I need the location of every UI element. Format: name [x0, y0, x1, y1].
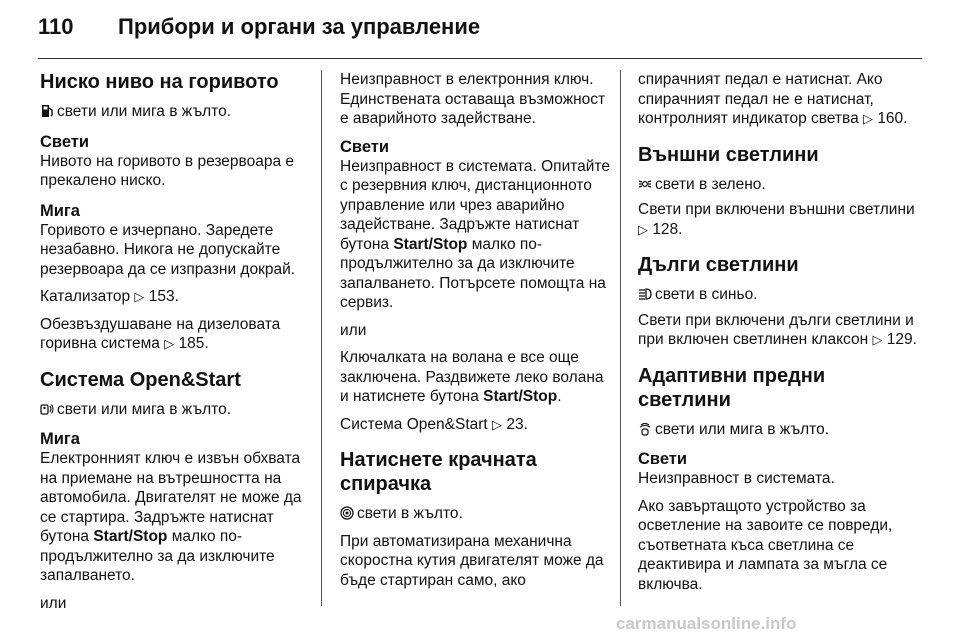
high-beam-icon	[638, 287, 652, 301]
heading-blink-2: Мига	[40, 430, 80, 448]
high-intro-text: свети в синьо.	[655, 286, 758, 303]
blink2-part-a: Електронният ключ е извън обхвата на приемане на вътрешността на автомобила. Двигателят не може да се стартира. Задръжте натиснат бутона	[40, 450, 302, 545]
ext-intro-text: свети в зелено.	[655, 175, 766, 193]
blink2-text	[40, 449, 312, 586]
high-intro	[638, 285, 922, 305]
heading-exterior-lights: Външни светлини	[638, 143, 819, 166]
or-1: или	[40, 594, 67, 612]
key-signal-icon	[40, 402, 54, 416]
reference-arrow-icon: ▷	[638, 221, 648, 237]
catalyst-ref	[40, 287, 312, 307]
page-number: 110	[38, 14, 74, 39]
fuel-pump-icon	[40, 104, 54, 118]
ext-text	[638, 200, 922, 239]
page-header	[38, 14, 922, 54]
diesel-ref	[40, 315, 312, 354]
catalyst-text: Катализатор	[40, 288, 131, 305]
heading-on-2: Свети	[340, 137, 390, 156]
ext-body: Свети при включени външни светлини	[638, 201, 915, 218]
blink2-part-b: малко по-продължително за да изключите запалването.	[40, 528, 275, 584]
open-start-text: Система Open&Start	[340, 415, 488, 433]
column-divider-2	[620, 70, 621, 606]
high-body: Свети при включени дълги светлини и при включен светлинен клаксон	[638, 311, 914, 348]
diesel-text: Обезвъздушаване на дизеловата горивна система	[40, 315, 281, 352]
openstart-intro-text: свети или мига в жълто.	[57, 400, 232, 418]
on2-text	[340, 157, 612, 313]
start-stop-label: Start/Stop	[93, 528, 168, 545]
on2-part-a: Неизправност в системата. Опитайте с резервния ключ, дистанционното управление или чрез аварийно задействане. Задръжте натиснат бутона	[340, 157, 610, 253]
brake-text: При автоматизирана механична скоростна кутия двигателят може да бъде стартиран само, ако	[340, 532, 604, 589]
reference-arrow-icon: ▷	[134, 289, 145, 304]
fuel-intro	[40, 102, 312, 122]
heading-adaptive-lights: Адаптивни предни светлини	[638, 364, 826, 411]
start-stop-label: Start/Stop	[393, 235, 468, 253]
key-fault-text: Неизправност в електронния ключ. Единствената оставаща възможност е аварийното задействане.	[340, 71, 606, 127]
brake-page[interactable]: 160.	[877, 110, 908, 127]
reference-arrow-icon: ▷	[863, 111, 873, 126]
or-2: или	[340, 321, 367, 339]
reference-arrow-icon: ▷	[872, 332, 883, 347]
column-1	[40, 70, 312, 621]
high-page[interactable]: 129.	[886, 331, 917, 348]
lock-part-b: .	[557, 388, 562, 405]
open-start-ref	[340, 415, 612, 435]
afl-text: Ако завъртащото устройство за осветление на завоите се повреди, съответната къса светлина се деактивира и лампата за мъгла се включва.	[638, 497, 893, 593]
diesel-page[interactable]: 185.	[178, 335, 209, 352]
heading-brake: Натиснете крачната спирачка	[340, 449, 537, 495]
lock-part-a: Ключалката на волана е все още заключена. Раздвижете леко волана и натиснете бутона	[340, 349, 604, 405]
start-stop-label: Start/Stop	[483, 388, 558, 405]
header-rule	[38, 58, 922, 59]
column-divider-1	[321, 70, 322, 606]
heading-open-start: Система Open&Start	[40, 368, 241, 391]
lock-text	[340, 348, 612, 407]
on2-part-b: малко по-продължително за да изключите запалването. Потърсете помощта на сервиз.	[340, 235, 606, 311]
brake-pedal-icon	[340, 506, 354, 520]
heading-low-fuel: Ниско ниво на горивото	[40, 71, 279, 93]
watermark: carmanualsonline.info	[616, 614, 797, 633]
brake-intro-text: свети в жълто.	[357, 505, 463, 522]
brake-cont-text: спирачният педал е натиснат. Ако спирачният педал не е натиснат, контролният индикатор светва	[638, 71, 883, 127]
heading-on-3: Свети	[638, 450, 688, 468]
brake-intro	[340, 504, 612, 524]
column-3	[638, 70, 922, 602]
afl-intro-text: свети или мига в жълто.	[655, 420, 830, 438]
adaptive-light-icon	[638, 422, 652, 436]
reference-arrow-icon: ▷	[164, 336, 175, 351]
reference-arrow-icon: ▷	[492, 416, 503, 432]
heading-high-beam: Дълги светлини	[638, 254, 799, 276]
open-start-page[interactable]: 23.	[506, 415, 528, 433]
column-2	[340, 70, 612, 598]
heading-on-1: Свети	[40, 132, 90, 151]
afl-intro	[638, 420, 922, 440]
high-text	[638, 311, 922, 350]
catalyst-page[interactable]: 153.	[148, 288, 179, 305]
blink1-text: Горивото е изчерпано. Заредете незабавно. Никога не допускайте резервоара да се изпразни докрай.	[40, 221, 296, 278]
on1-text: Нивото на горивото в резервоара е прекалено ниско.	[40, 152, 295, 189]
ext-page[interactable]: 128.	[652, 220, 683, 238]
on3-text: Неизправност в системата.	[638, 470, 835, 487]
brake-continued	[638, 70, 922, 129]
exterior-lights-icon	[638, 177, 652, 191]
heading-blink-1: Мига	[40, 201, 80, 220]
ext-intro	[638, 175, 922, 195]
openstart-intro	[40, 400, 312, 420]
page-title: Прибори и органи за управление	[118, 14, 481, 39]
fuel-intro-text: свети или мига в жълто.	[57, 103, 232, 120]
